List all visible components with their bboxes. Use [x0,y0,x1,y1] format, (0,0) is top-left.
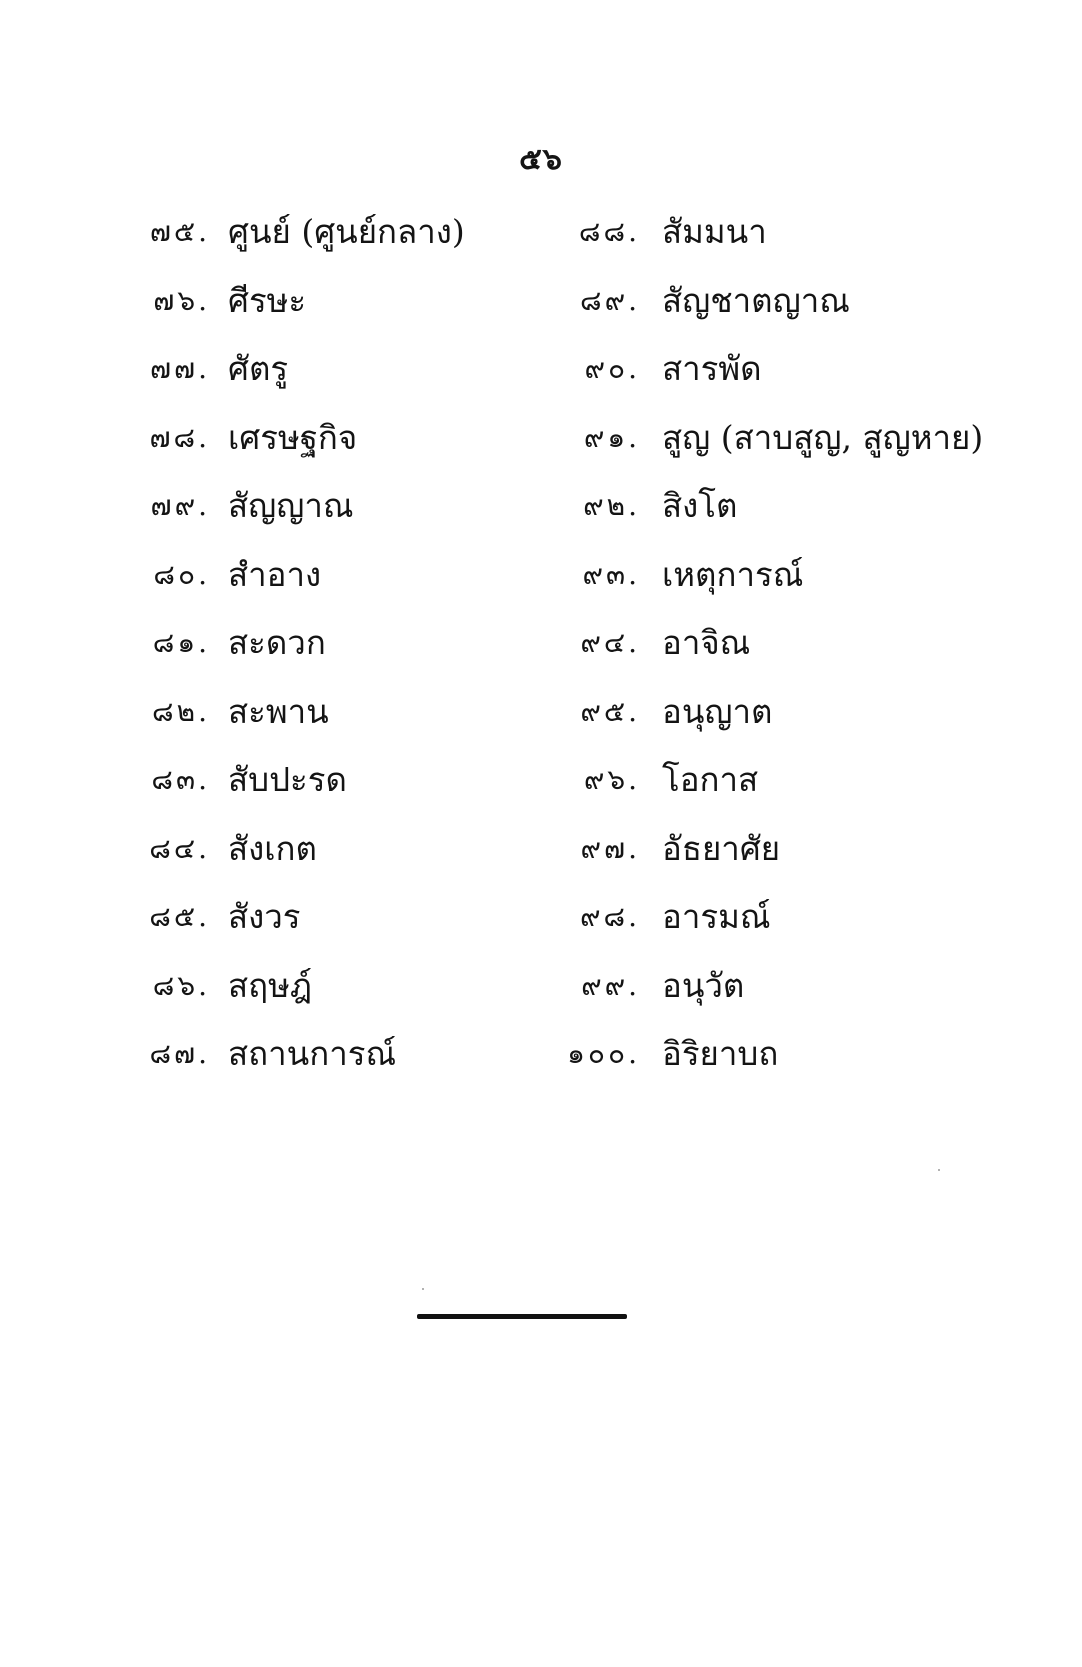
item-number: ๗๙. [150,489,210,523]
item-term: เหตุการณ์ [662,554,804,594]
list-item [130,404,570,473]
list-item [548,472,1048,541]
item-term: สารพัด [662,349,762,389]
item-number: ๑๐๐. [567,1037,640,1071]
item-number: ๘๔. [149,831,210,865]
item-number: ๙๑. [583,420,640,454]
list-item [130,335,570,404]
item-number: ๗๘. [149,420,210,454]
item-term: สูญ (สาบสูญ, สูญหาย) [662,417,984,457]
page-number: ๕๖ [519,142,563,177]
item-term: ศูนย์ (ศูนย์กลาง) [228,212,465,252]
item-number: ๗๗. [149,352,210,386]
item-term: โอกาส [662,760,759,800]
list-item [130,883,570,952]
list-item [130,472,570,541]
item-term: เศรษฐกิจ [228,417,358,457]
list-item [130,952,570,1021]
list-item [548,746,1048,815]
list-item [548,952,1048,1021]
list-item [548,267,1048,336]
item-term: ศีรษะ [228,280,307,320]
item-number: ๘๒. [152,694,210,728]
item-number: ๙๘. [579,900,640,934]
item-number: ๙๙. [581,968,640,1002]
list-item [548,541,1048,610]
item-number: ๘๖. [152,968,210,1002]
list-item [548,815,1048,884]
item-term: ศัตรู [228,349,289,389]
item-number: ๙๖. [583,763,640,797]
item-term: อนุญาต [662,691,773,731]
item-term: สังวร [228,897,301,937]
item-term: อารมณ์ [662,897,771,937]
list-item [130,609,570,678]
list-item [130,1020,570,1089]
list-item [548,609,1048,678]
item-number: ๘๗. [149,1037,210,1071]
list-item [130,678,570,747]
scan-speck [938,1169,940,1171]
item-number: ๘๙. [579,283,640,317]
word-list-left [130,198,570,1089]
list-item [548,335,1048,404]
item-number: ๙๓. [582,557,640,591]
scan-speck [422,1288,424,1290]
item-term: อนุวัต [662,965,745,1005]
item-number: ๙๔. [580,626,640,660]
item-term: สะดวก [228,623,326,663]
item-term: สังเกต [228,828,317,868]
list-item [130,815,570,884]
item-number: ๘๘. [578,215,640,249]
word-list-right [548,198,1048,1089]
list-item [130,541,570,610]
list-item [548,883,1048,952]
item-number: ๙๕. [580,694,640,728]
item-term: สับปะรด [228,760,347,800]
item-number: ๙๐. [584,352,640,386]
item-term: สัมมนา [662,212,767,252]
list-item [130,267,570,336]
list-item [548,1020,1048,1089]
section-divider [417,1314,627,1319]
item-term: อัธยาศัย [662,828,781,868]
list-item [548,678,1048,747]
item-term: อาจิณ [662,623,751,663]
item-number: ๗๖. [153,283,210,317]
item-term: สิงโต [662,486,738,526]
item-number: ๘๕. [149,900,210,934]
item-term: สำอาง [228,554,322,594]
item-number: ๙๒. [583,489,640,523]
list-item [130,746,570,815]
item-term: สัญชาตญาณ [662,280,850,320]
item-term: สฤษฎ์ [228,965,313,1005]
list-item [130,198,570,267]
item-number: ๘๑. [152,626,210,660]
item-number: ๘๐. [153,557,210,591]
item-number: ๙๗. [580,831,640,865]
item-term: สถานการณ์ [228,1034,397,1074]
list-item [548,198,1048,267]
list-item [548,404,1048,473]
item-term: อิริยาบถ [662,1034,779,1074]
item-term: สะพาน [228,691,329,731]
item-number: ๗๕. [149,215,210,249]
item-number: ๘๓. [151,763,210,797]
item-term: สัญญาณ [228,486,354,526]
